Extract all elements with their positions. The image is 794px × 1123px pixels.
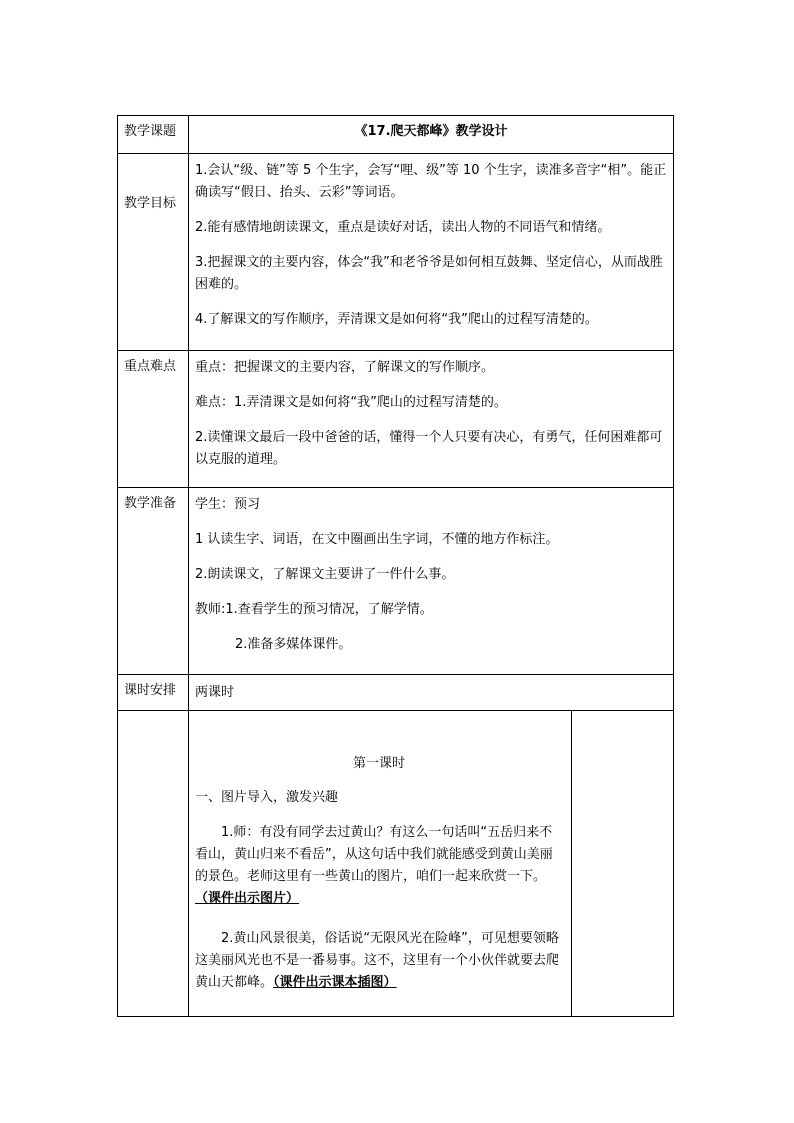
label-preparation: 教学准备 [118,488,189,675]
label-topic: 教学课题 [118,116,189,154]
row-goals [118,154,674,351]
paragraph-2-text: 2.黄山风景很美，俗话说“无限风光在险峰”，可见想要领略这美丽风光也不是一番易事。这不，这里有一个小伙伴就要去爬黄山天都峰。 [195,931,560,990]
row-preparation [118,488,674,675]
difficult-point-1: 难点：1.弄清课文是如何将“我”爬山的过程写清楚的。 [195,395,507,410]
key-points-cell [189,351,674,488]
goal-3: 3.把握课文的主要内容，体会“我”和老爷爷是如何相互鼓舞、坚定信心，从而战胜困难的。 [195,255,663,292]
prep-item-2: 2.朗读课文，了解课文主要讲了一件什么事。 [195,567,455,582]
paragraph-1-note: （课件出示图片） [195,891,300,906]
lesson-title: 《17.爬天都峰》教学设计 [189,116,674,154]
process-paragraph-2 [195,928,563,994]
prep-teacher-2: 2.准备多媒体课件。 [235,637,352,652]
goal-2: 2.能有感情地朗读课文，重点是读好对话，读出人物的不同语气和情绪。 [195,220,611,235]
preparation-cell [189,488,674,675]
label-goals: 教学目标 [118,154,189,351]
label-hours: 课时安排 [118,675,189,711]
section-heading: 一、图片导入，激发兴趣 [195,790,339,805]
prep-teacher: 教师:1.查看学生的预习情况，了解学情。 [195,602,433,617]
row-title [118,116,674,154]
row-key-points [118,351,674,488]
row-process [118,711,674,1017]
lesson-plan-table [117,115,674,1017]
label-key-points: 重点难点 [118,351,189,488]
notes-column-cell [572,711,674,1017]
difficult-point-2: 2.读懂课文最后一段中爸爸的话，懂得一个人只要有决心，有勇气，任何困难都可以克服的道理。 [195,430,663,467]
row-hours [118,675,674,711]
goal-4: 4.了解课文的写作顺序，弄清课文是如何将“我”爬山的过程写清楚的。 [195,312,598,327]
key-point: 重点：把握课文的主要内容，了解课文的写作顺序。 [195,360,495,375]
goal-1: 1.会认“级、链”等 5 个生字，会写“哩、级”等 10 个生字，读准多音字“相”。能正确读写“假日、抬头、云彩”等词语。 [195,163,667,200]
paragraph-1-text: 1.师：有没有同学去过黄山？有这么一句话叫“五岳归来不看山，黄山归来不看岳”，从这句话中我们就能感受到黄山美丽的景色。老师这里有一些黄山的图片，咱们一起来欣赏一下。 [195,825,553,884]
process-paragraph-1 [195,822,563,910]
goals-cell [189,154,674,351]
process-cell [189,711,572,1017]
hours-value: 两课时 [189,675,674,711]
lesson-heading: 第一课时 [352,756,405,771]
process-label-cell [118,711,189,1017]
paragraph-2-note: （课件出示课本插图） [273,975,397,990]
prep-students: 学生：预习 [195,497,261,512]
prep-item-1: 1 认读生字、词语，在文中圈画出生字词，不懂的地方作标注。 [195,532,559,547]
